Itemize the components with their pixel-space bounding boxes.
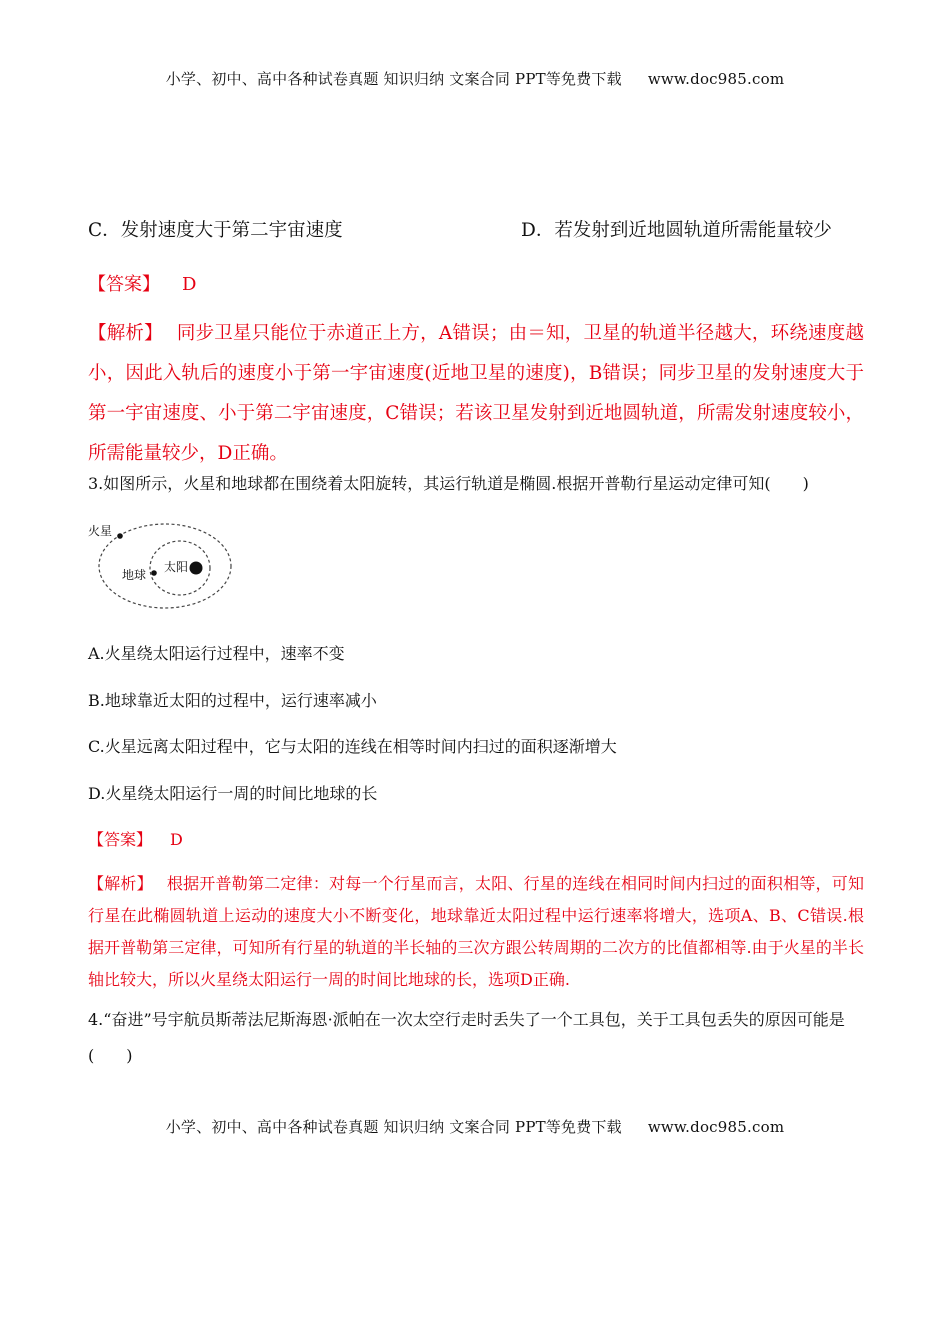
- page-footer: [0, 1116, 950, 1137]
- q3-choice-d: D.火星绕太阳运行一周的时间比地球的长: [88, 784, 378, 803]
- earth-label: 地球: [122, 568, 147, 582]
- mars-label: 火星: [88, 524, 113, 538]
- q2-explanation-tag: 【解析】: [88, 323, 163, 344]
- q3-choice-b: B.地球靠近太阳的过程中，运行速率减小: [88, 691, 377, 710]
- header-text: 小学、初中、高中各种试卷真题 知识归纳 文案合同 PPT等免费下载: [165, 70, 622, 88]
- page-header: [0, 68, 950, 89]
- orbit-diagram: [88, 516, 238, 612]
- q3-choice-c: C.火星远离太阳过程中，它与太阳的连线在相等时间内扫过的面积逐渐增大: [88, 737, 617, 756]
- q2-option-c: C．发射速度大于第二宇宙速度: [88, 220, 343, 241]
- q2-answer: [88, 270, 196, 296]
- q3-answer-value: D: [170, 830, 183, 849]
- q3-choice-a: A.火星绕太阳运行过程中，速率不变: [88, 644, 345, 663]
- q3-explanation: [88, 868, 864, 996]
- earth-dot: [151, 570, 157, 576]
- q3-answer-tag: 【答案】: [88, 830, 153, 849]
- q3-question: 3.如图所示，火星和地球都在围绕着太阳旋转，其运行轨道是椭圆.根据开普勒行星运动定律可知( ): [88, 474, 809, 493]
- q2-option-d: D．若发射到近地圆轨道所需能量较少: [521, 220, 832, 241]
- q2-answer-tag: 【答案】: [88, 274, 160, 295]
- q3-explanation-tag: 【解析】: [88, 874, 153, 893]
- q4-question: 4.“奋进”号宇航员斯蒂法尼斯海恩·派帕在一次太空行走时丢失了一个工具包，关于工具包丢失的原因可能是( ): [88, 1010, 845, 1065]
- q3-explanation-text: 根据开普勒第二定律：对每一个行星而言，太阳、行星的连线在相同时间内扫过的面积相等，可知行星在此椭圆轨道上运动的速度大小不断变化，地球靠近太阳过程中运行速率将增大，选项A、B、C错误.根据开普勒第三定律，可知所有行星的轨道的半长轴的三次方跟公转周期的二次方的比值都相等.由于火星的半长轴比较大，所以火星绕太阳运行一周的时间比地球的长，选项D正确.: [88, 874, 864, 989]
- footer-text: 小学、初中、高中各种试卷真题 知识归纳 文案合同 PPT等免费下载: [165, 1118, 622, 1136]
- q2-answer-value: D: [182, 274, 197, 295]
- q3-answer: [88, 827, 183, 850]
- sun-label: 太阳: [164, 560, 189, 574]
- mars-dot: [117, 533, 123, 539]
- q2-explanation: [88, 314, 864, 474]
- header-url[interactable]: www.doc985.com: [647, 70, 785, 88]
- footer-url[interactable]: www.doc985.com: [647, 1118, 785, 1136]
- q2-explanation-text: 同步卫星只能位于赤道正上方，A错误；由＝知，卫星的轨道半径越大，环绕速度越小，因此入轨后的速度小于第一宇宙速度(近地卫星的速度)，B错误；同步卫星的发射速度大于第一宇宙速度、小于第二宇宙速度，C错误；若该卫星发射到近地圆轨道，所需发射速度较小，所需能量较少，D正确。: [88, 323, 864, 464]
- sun-dot: [190, 562, 203, 575]
